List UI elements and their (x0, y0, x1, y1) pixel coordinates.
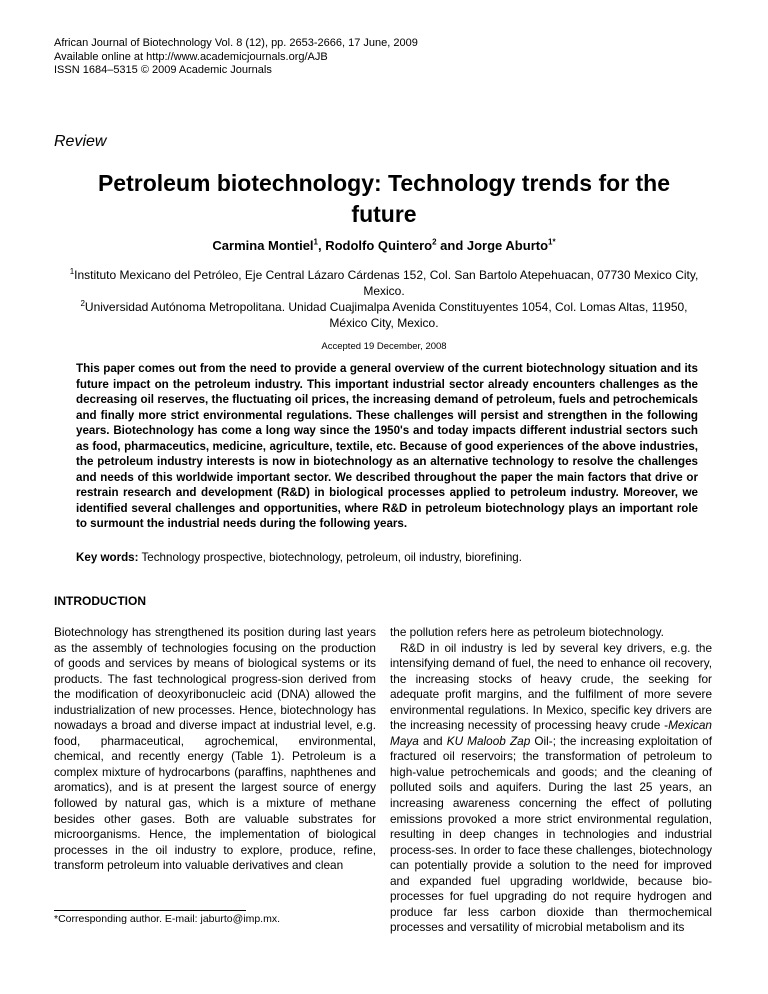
section-heading: INTRODUCTION (54, 594, 146, 608)
body-paragraph: Biotechnology has strengthened its position during last years as the assembly of technologies focusing on the production of goods and services by means of biological systems or its products. The fast technological progress-sion derived from the modification of deoxyribonucleic acid (DNA) allowed the industrialization of new processes. Hence, biotechnology has nowadays a broad and diverse impact at industrial level, e.g. food, pharmaceutical, agrochemical, environmental, chemical, and recently energy (Table 1). Petroleum is a complex mixture of hydrocarbons (paraffins, naphthenes and aromatics), and is at present the largest source of energy followed by natural gas, which is a mixture of methane besides other gases. Both are valuable substrates for microorganisms. Hence, the implementation of biological processes in the oil industry to explore, produce, refine, transform petroleum into valuable derivatives and clean (54, 625, 376, 873)
author-affiliation-mark: 2 (432, 237, 437, 247)
affiliation-text: Universidad Autónoma Metropolitana. Unidad Cuajimalpa Avenida Constituyentes 1054, Col. Lomas Altas, 11950, (84, 300, 688, 314)
body-column-left (54, 625, 376, 874)
accepted-date: Accepted 19 December, 2008 (321, 341, 447, 352)
author-separator: and (436, 238, 467, 253)
abstract: This paper comes out from the need to provide a general overview of the current biotechnology situation and its future impact on the petroleum industry. This important industrial sector already encounters challenges as the decreasing oil reserves, the fluctuating oil prices, the increasing demand of petroleum, fuels and petrochemicals and finally more strict environmental regulations. These challenges will persist and strengthen in the following years. Biotechnology has come a long way since the 1950's and today impacts different industrial sectors such as food, pharmaceutics, medicine, agriculture, textile, etc. Because of good experiences of the above industries, the petroleum industry interests is now in biotechnology as an alternative technology to resolve the challenges and needs of this worldwide important sector. We described throughout the paper the main factors that drive or restrain research and development (R&D) in biological processes applied to petroleum industry. Moreover, we identified several challenges and opportunities, where R&D in petroleum biotechnology plays an important role to surmount the industrial needs during the following years. (76, 362, 698, 530)
affiliation-text-cont: Mexico. (363, 283, 405, 298)
affiliation-text: Instituto Mexicano del Petróleo, Eje Central Lázaro Cárdenas 152, Col. San Bartolo Atepehuacan, 07730 Mexico City, (74, 268, 699, 282)
body-column-right (390, 625, 712, 936)
title-line-2: future (351, 201, 417, 227)
article-type: Review (54, 133, 107, 150)
journal-header (54, 37, 418, 78)
author-name: Jorge Aburto (466, 238, 549, 253)
author-separator: , (317, 238, 326, 253)
affiliation-2 (54, 300, 714, 331)
journal-citation: African Journal of Biotechnology Vol. 8 (12), pp. 2653-2666, 17 June, 2009 (54, 37, 418, 49)
affiliation-mark: 2 (80, 299, 85, 308)
footnote-rule (54, 910, 246, 911)
body-paragraph: R&D in oil industry is led by several key drivers, e.g. the intensifying demand of fuel, the need to enhance oil recovery, the increasing stocks of heavy crude, the seeking for adequate profit margins, and the fulfilment of more severe environmental regulations. In Mexico, specific key drivers are the increasing necessity of processing heavy crude -Mexican Maya and KU Maloob Zap Oil-; the increasing exploitation of fractured oil reservoirs; the transformation of petroleum to high-value petrochemicals and goods; and the cleaning of polluted soils and aquifers. During the last 25 years, an increasing awareness concerning the effect of polluting emissions provoked a more strict environmental regulation, resulting in deep changes in technologies and industrial process-ses. In order to face these challenges, biotechnology can potentially provide a solution to the need for improved and expanded fuel upgrading worldwide, because bio-processes for fuel upgrading do not require hydrogen and produce far less carbon dioxide than thermochemical processes and versatility of microbial metabolism and its (390, 640, 712, 935)
footnote: *Corresponding author. E-mail: jaburto@imp.mx. (54, 913, 281, 925)
title-line-1: Petroleum biotechnology: Technology trends for the (97, 170, 671, 196)
keywords-text: Technology prospective, biotechnology, petroleum, oil industry, biorefining. (138, 551, 522, 564)
author-affiliation-mark: 1 (313, 237, 318, 247)
author-name: Rodolfo Quintero (325, 238, 433, 253)
body-paragraph: the pollution refers here as petroleum biotechnology. (390, 625, 664, 639)
keywords-label: Key words: (76, 551, 139, 564)
keywords (76, 551, 698, 564)
paper-title (54, 168, 714, 230)
affiliation-mark: 1 (69, 267, 75, 276)
author-affiliation-mark: 1* (548, 237, 556, 247)
author-name: Carmina Montiel (212, 238, 314, 253)
affiliation-text-cont: México City, Mexico. (329, 315, 439, 330)
journal-issn: ISSN 1684–5315 © 2009 Academic Journals (54, 64, 272, 76)
affiliation-1 (54, 268, 714, 299)
author-list (54, 238, 714, 253)
journal-url: Available online at http://www.academicjournals.org/AJB (54, 50, 328, 63)
